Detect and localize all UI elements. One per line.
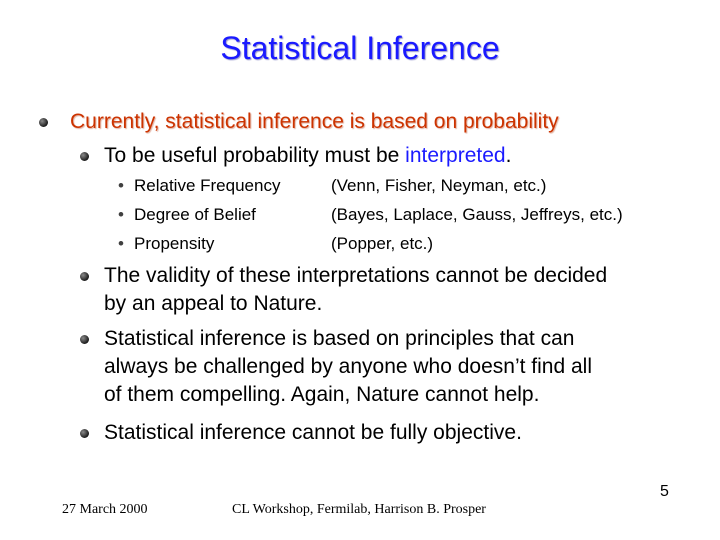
interpretation-name: Degree of Belief xyxy=(134,205,256,224)
bullet-icon xyxy=(80,272,89,281)
small-bullet-icon: • xyxy=(118,205,124,224)
small-bullet-icon: • xyxy=(118,234,124,253)
footer-venue: CL Workshop, Fermilab, Harrison B. Prosper xyxy=(232,502,486,517)
bullet-icon xyxy=(80,335,89,344)
interpretation-authors: (Venn, Fisher, Neyman, etc.) xyxy=(331,176,547,195)
main-point: Currently, statistical inference is based on probability xyxy=(70,110,559,133)
point-validity-line: The validity of these interpretations cannot be decided xyxy=(104,264,608,287)
slide-title: Statistical Inference xyxy=(220,30,500,66)
page-number: 5 xyxy=(660,483,669,500)
point-objective: Statistical inference cannot be fully objective. xyxy=(104,421,522,444)
bullet-icon xyxy=(80,152,89,161)
point-principles-line: Statistical inference is based on principles that can xyxy=(104,327,575,350)
point-validity-line: by an appeal to Nature. xyxy=(104,292,323,315)
bullet-icon xyxy=(80,429,89,438)
small-bullet-icon: • xyxy=(118,176,124,195)
interpretation-name: Propensity xyxy=(134,234,215,253)
point-interpretation xyxy=(104,142,511,170)
interpretation-authors: (Popper, etc.) xyxy=(331,234,434,253)
bullet-icon xyxy=(39,118,48,127)
interpretation-authors: (Bayes, Laplace, Gauss, Jeffreys, etc.) xyxy=(331,205,623,224)
interpretation-name: Relative Frequency xyxy=(134,176,281,195)
point-interpretation-suffix: . xyxy=(505,144,512,167)
point-interpretation-prefix: To be useful probability must be xyxy=(104,144,406,167)
interpreted-highlight: interpreted xyxy=(405,144,506,167)
point-principles-line: of them compelling. Again, Nature cannot help. xyxy=(104,383,540,406)
footer-date: 27 March 2000 xyxy=(62,502,148,517)
point-principles-line: always be challenged by anyone who doesn’t find all xyxy=(104,355,592,378)
